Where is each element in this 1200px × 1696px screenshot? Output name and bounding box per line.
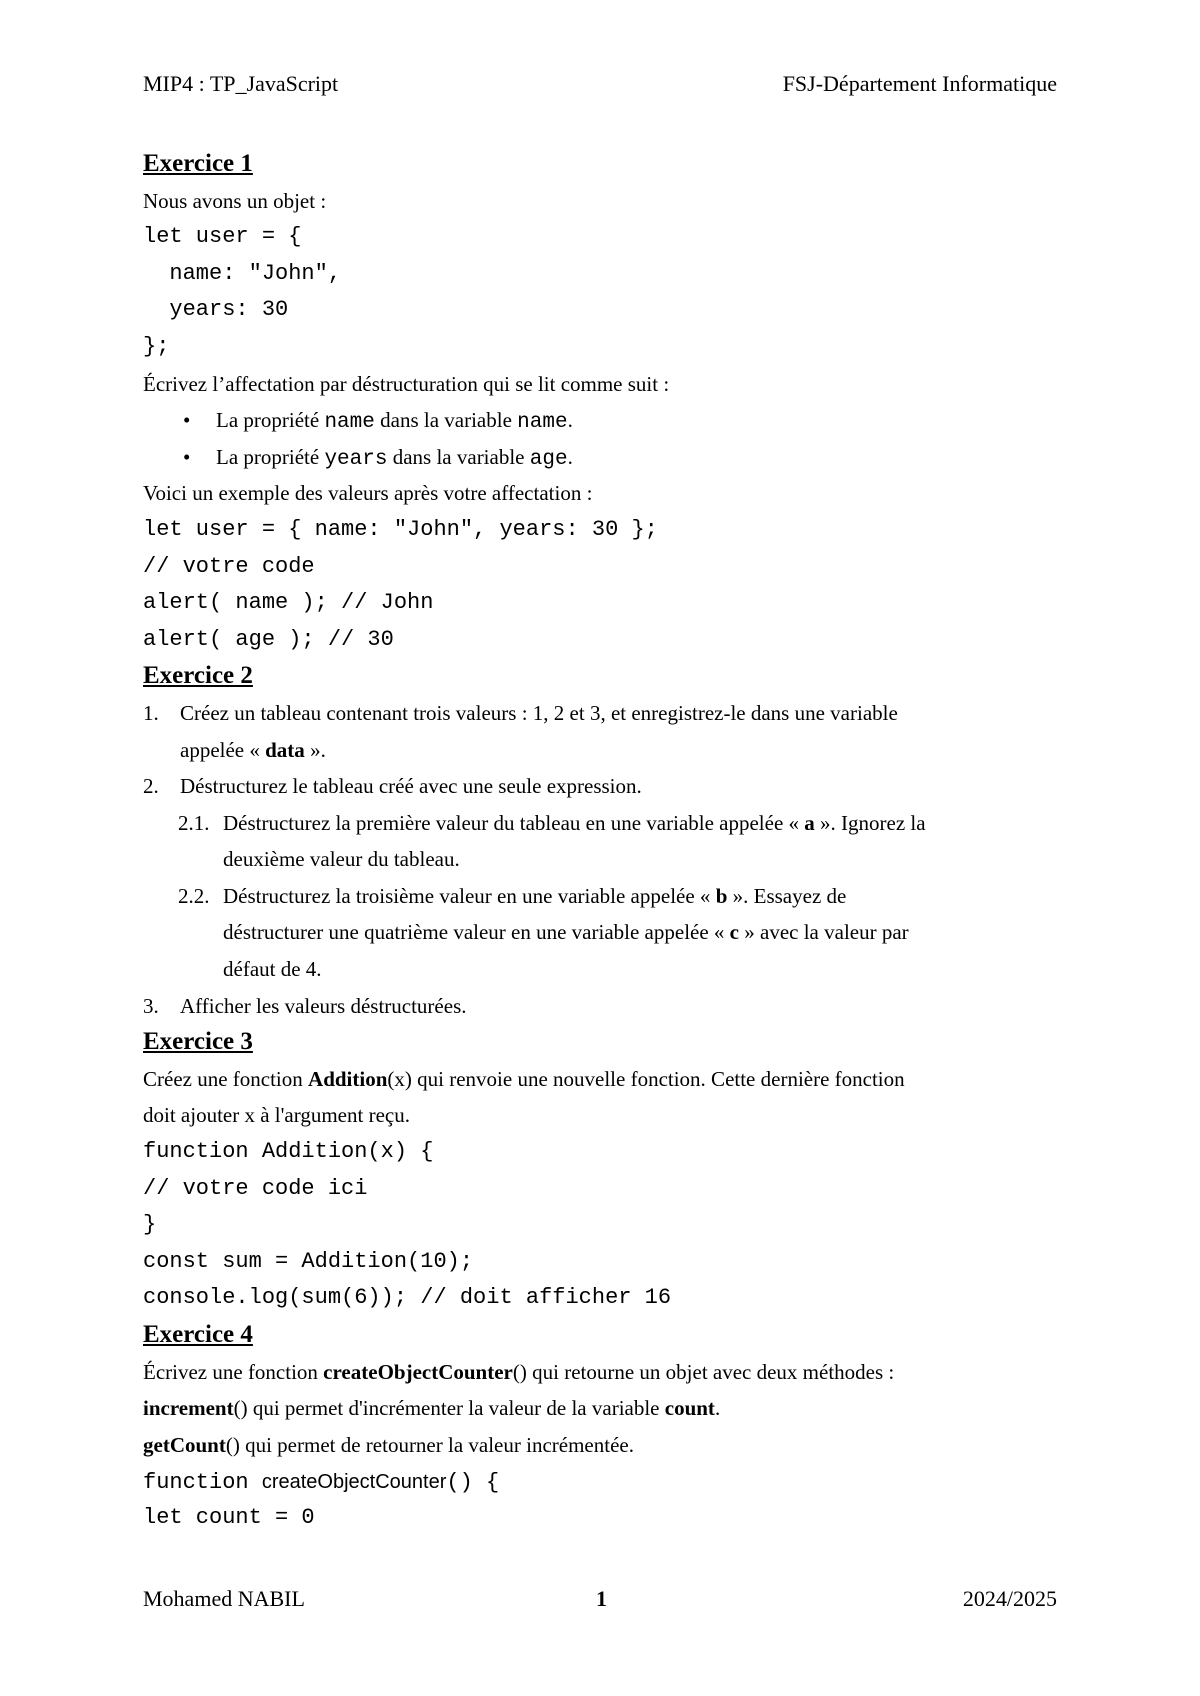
- exercise-4-title: Exercice 4: [143, 1321, 253, 1348]
- code-line: const sum = Addition(10);: [143, 1248, 474, 1274]
- list-item-3: 3. Afficher les valeurs déstructurées.: [143, 993, 467, 1018]
- exercise-3-text: doit ajouter x à l'argument reçu.: [143, 1103, 410, 1128]
- code-line: years: 30: [143, 297, 289, 323]
- code-line: alert( age ); // 30: [143, 626, 394, 652]
- bullet-item: • La propriété name dans la variable name.: [143, 402, 1063, 439]
- code-line: alert( name ); // John: [143, 590, 434, 616]
- footer-author: Mohamed NABIL: [143, 1586, 305, 1611]
- code-line: function Addition(x) {: [143, 1139, 434, 1165]
- exercise-2-title: Exercice 2: [143, 662, 253, 690]
- list-item-2-2: 2.2. Déstructurez la troisième valeur en une variable appelée « b ». Essayez de: [178, 883, 847, 908]
- list-item-2: 2. Déstructurez le tableau créé avec une seule expression.: [143, 774, 642, 799]
- code-line: // votre code ici: [143, 1175, 368, 1201]
- list-item-2-2-continuation: déstructurer une quatrième valeur en une variable appelée « c » avec la valeur par: [223, 920, 909, 945]
- page-number: 1: [596, 1586, 607, 1611]
- bullet-item: • La propriété years dans la variable age.: [143, 439, 1063, 476]
- list-item-2-2-continuation: défaut de 4.: [223, 957, 322, 982]
- bullet-icon: •: [183, 444, 191, 469]
- list-item-2-1: 2.1. Déstructurez la première valeur du tableau en une variable appelée « a ». Ignorez la: [178, 810, 926, 835]
- code-line: let count = 0: [143, 1504, 315, 1530]
- exercise-1-example-intro: Voici un exemple des valeurs après votre affectation :: [143, 481, 593, 506]
- header-department: FSJ-Département Informatique: [782, 71, 1057, 96]
- exercise-4-text: Écrivez une fonction createObjectCounter() qui retourne un objet avec deux méthodes :: [143, 1359, 895, 1384]
- exercise-1-intro: Nous avons un objet :: [143, 188, 327, 213]
- list-item-1: 1. Créez un tableau contenant trois valeurs : 1, 2 et 3, et enregistrez-le dans une variable: [143, 700, 898, 725]
- code-line: function createObjectCounter() {: [143, 1470, 500, 1496]
- footer-year: 2024/2025: [962, 1586, 1057, 1611]
- exercise-3-title: Exercice 3: [143, 1028, 253, 1056]
- exercise-4-text: getCount() qui permet de retourner la valeur incrémentée.: [143, 1432, 634, 1457]
- code-line: let user = { name: "John", years: 30 };: [143, 516, 658, 542]
- list-item-2-1-continuation: deuxième valeur du tableau.: [223, 847, 460, 872]
- exercise-1-instruction: Écrivez l’affectation par déstructuration qui se lit comme suit :: [143, 371, 670, 396]
- code-line: };: [143, 333, 170, 359]
- exercise-4-text: increment() qui permet d'incrémenter la valeur de la variable count.: [143, 1396, 721, 1421]
- code-line: let user = {: [143, 224, 302, 250]
- code-line: }: [143, 1212, 157, 1238]
- code-line: // votre code: [143, 553, 315, 579]
- exercise-1-title: Exercice 1: [143, 150, 253, 177]
- bullet-icon: •: [183, 408, 191, 433]
- code-line: name: "John",: [143, 260, 342, 286]
- code-line: console.log(sum(6)); // doit afficher 16: [143, 1285, 672, 1311]
- header-course: MIP4 : TP_JavaScript: [143, 71, 339, 96]
- document-body: [143, 146, 1063, 1537]
- list-item-1-continuation: appelée « data ».: [180, 737, 326, 762]
- exercise-3-text: Créez une fonction Addition(x) qui renvoie une nouvelle fonction. Cette dernière fonction: [143, 1066, 905, 1091]
